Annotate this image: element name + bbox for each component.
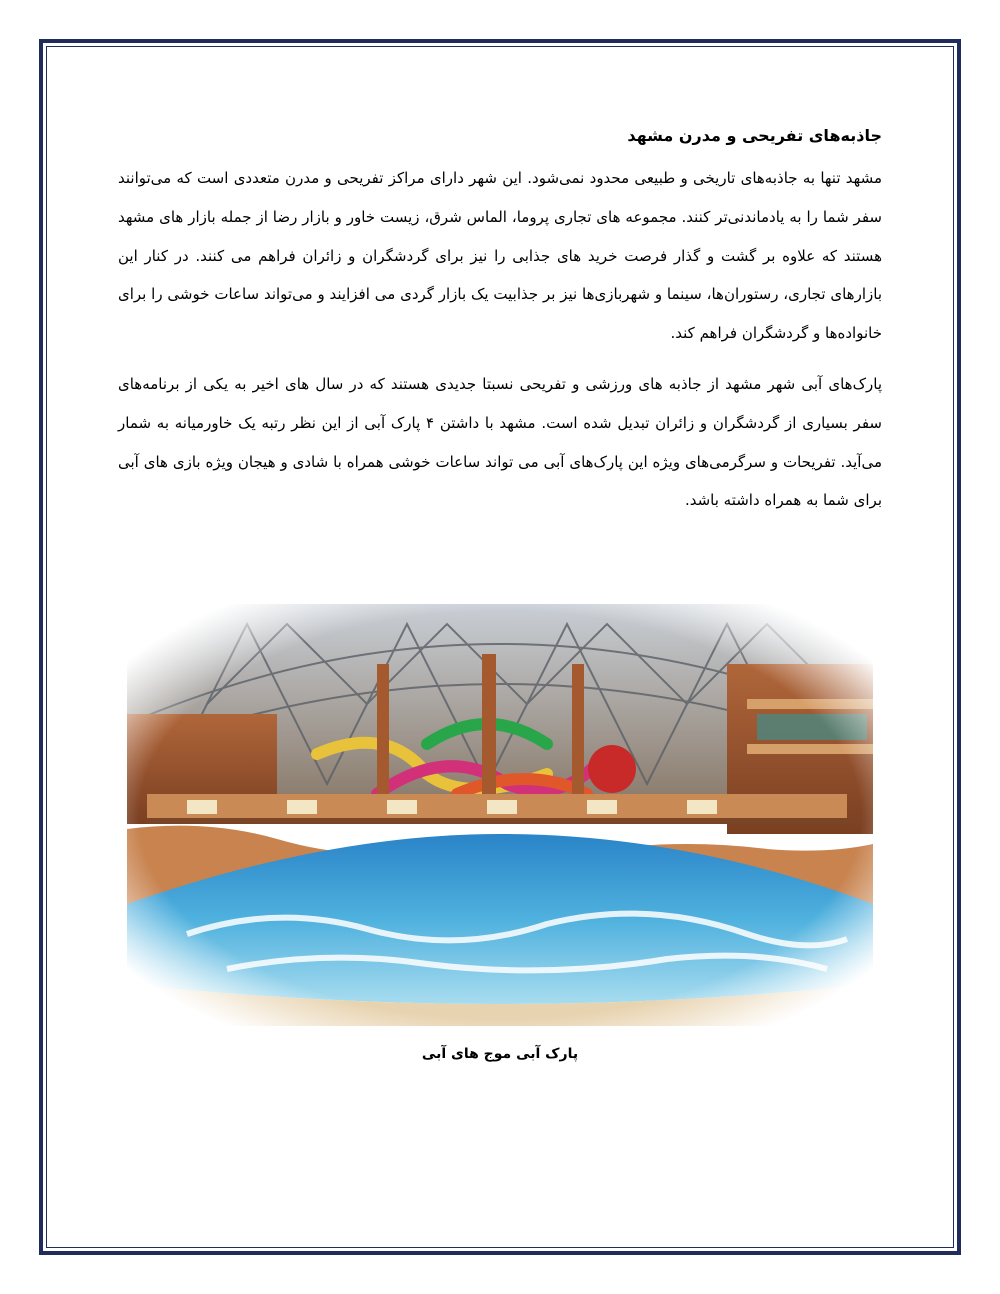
paragraph-water-parks: پارک‌های آبی شهر مشهد از جاذبه های ورزشی و تفریحی نسبتا جدیدی هستند که در سال های اخیر به یکی از برنامه‌های سفر بسیاری از گردشگران و زائران تبدیل شده است. مشهد با داشتن ۴ پارک آبی از این نظر رتبه یک خاورمیانه به شمار می‌آید. تفریحات و سرگرمی‌های ویژه این پارک‌های آبی می تواند ساعات خوشی همراه با شادی و هیجان ویژه بازی های آبی برای شما به همراه داشته باشد.: [118, 374, 882, 510]
water-park-photo: [127, 604, 873, 1026]
paragraph-attractions: مشهد تنها به جاذبه‌های تاریخی و طبیعی محدود نمی‌شود. این شهر دارای مراکز تفریحی و مدرن متعددی است که می‌توانند سفر شما را به یادماندنی‌تر کنند. مجموعه های تجاری پروما، الماس شرق، زیست خاور و بازار رضا از جمله بازار های مشهد هستند که علاوه بر گشت و گذار فرصت خرید های جذابی را نیز برای گردشگران و زائران فراهم می کنند. در کنار این بازارهای تجاری، رستوران‌ها، سینما و شهربازی‌ها نیز بر جذابیت یک بازار گردی می افزایند و می‌تواند ساعات خوشی را برای خانواده‌ها و گردشگران فراهم کند.: [118, 169, 882, 343]
vignette: [127, 604, 873, 1026]
article-content: [118, 118, 882, 532]
figure-caption: پارک آبی موج های آبی: [421, 1046, 579, 1062]
section-heading: جاذبه‌های تفریحی و مدرن مشهد: [627, 126, 882, 145]
